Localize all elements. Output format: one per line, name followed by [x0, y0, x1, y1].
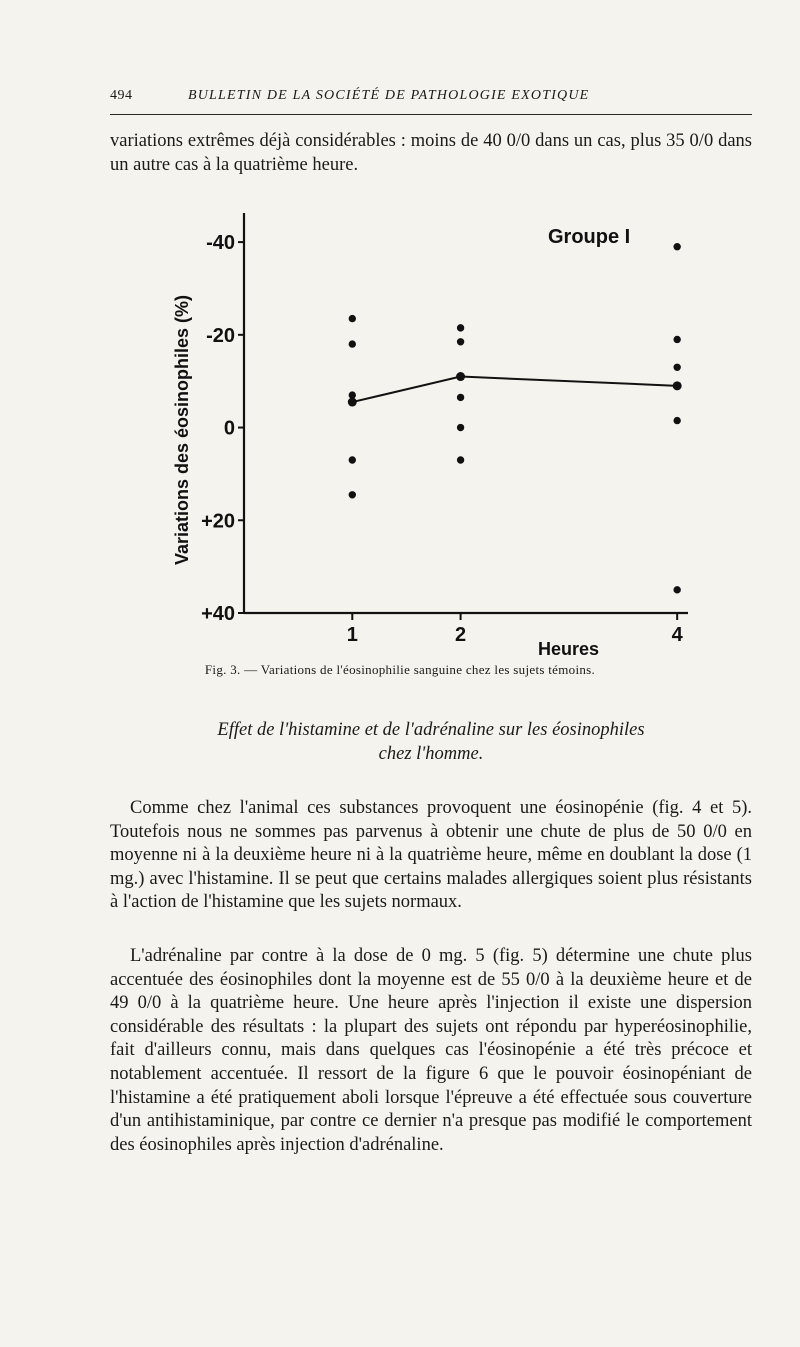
data-point [457, 457, 463, 463]
eosinophil-chart [160, 205, 720, 660]
mean-point [348, 398, 357, 407]
y-tick-label: +20 [201, 510, 235, 533]
x-tick-label: 1 [346, 624, 358, 646]
chart-points [349, 244, 680, 593]
y-tick-label: 0 [223, 417, 235, 440]
intro-paragraph: variations extrêmes déjà considérables : moins de 40 0/0 dans un cas, plus 35 0/0 dans un autre cas à la quatrième heure. [110, 131, 752, 175]
data-point [457, 424, 463, 430]
data-point [674, 364, 680, 370]
section-title [110, 718, 752, 766]
y-tick-label: +40 [201, 603, 235, 625]
body-paragraph: Comme chez l'animal ces substances provoquent une éosinopénie (fig. 4 et 5). Toutefois nous ne sommes pas parvenus à obtenir une chute de plus de 50 0/0 en moyenne ni à la deuxième heure ni à la quatrième heure, même en doublant la dose (1 mg.) avec l'histamine. Il se peut que certains malades allergiques soient plus résistants à l'action de l'histamine que les sujets normaux. [110, 798, 752, 913]
figure-caption: Fig. 3. — Variations de l'éosinophilie sanguine chez les sujets témoins. [204, 662, 596, 677]
data-point [349, 457, 355, 463]
page-number: 494 [110, 88, 133, 103]
data-point [457, 394, 463, 400]
data-point [349, 392, 355, 398]
x-tick-label: 4 [671, 624, 683, 646]
data-point [349, 492, 355, 498]
data-point [674, 417, 680, 423]
header-rule [110, 114, 752, 115]
data-point [457, 339, 463, 345]
data-point [349, 341, 355, 347]
y-tick-label: -20 [206, 324, 235, 347]
data-point [674, 336, 680, 342]
x-tick-label: 2 [455, 624, 467, 646]
y-axis-label: Variations des éosinophiles (%) [172, 294, 192, 566]
body-paragraph: L'adrénaline par contre à la dose de 0 mg. 5 (fig. 5) détermine une chute plus accentuée des éosinophiles dont la moyenne est de 55 0/0 à la deuxième heure et de 49 0/0 à la quatrième heure. Une heure après l'injection il existe une dispersion considérable des résultats : la plupart des sujets ont répondu par hyperéosinophilie, fait d'ailleurs connu, mais dans quelques cas l'éosinopénie a été très précoce et notablement accentuée. Il ressort de la figure 6 que le pouvoir éosinopéniant de l'histamine a été pratiquement aboli lorsque l'épreuve a été effectuée sous couverture d'un antihistaminique, par contre ce dernier n'a presque pas modifié le comportement des éosinophiles après injection d'adrénaline. [110, 946, 752, 1155]
chart-axes [244, 213, 688, 613]
data-point [349, 315, 355, 321]
mean-series-path [352, 377, 677, 403]
running-header [110, 86, 752, 112]
mean-series-line [348, 372, 682, 407]
data-point [674, 244, 680, 250]
chart-title: Groupe I [548, 226, 631, 248]
data-point [457, 325, 463, 331]
data-point [674, 587, 680, 593]
mean-point [456, 372, 465, 381]
journal-title: BULLETIN DE LA SOCIÉTÉ DE PATHOLOGIE EXOTIQUE [188, 88, 590, 103]
section-title-line-1: Effet de l'histamine et de l'adrénaline sur les éosinophiles [217, 720, 645, 740]
y-tick-label: -40 [206, 232, 235, 255]
mean-point [673, 381, 682, 390]
x-axis-label: Heures [538, 639, 600, 659]
section-title-line-2: chez l'homme. [378, 744, 484, 764]
chart-ticks [201, 232, 684, 646]
